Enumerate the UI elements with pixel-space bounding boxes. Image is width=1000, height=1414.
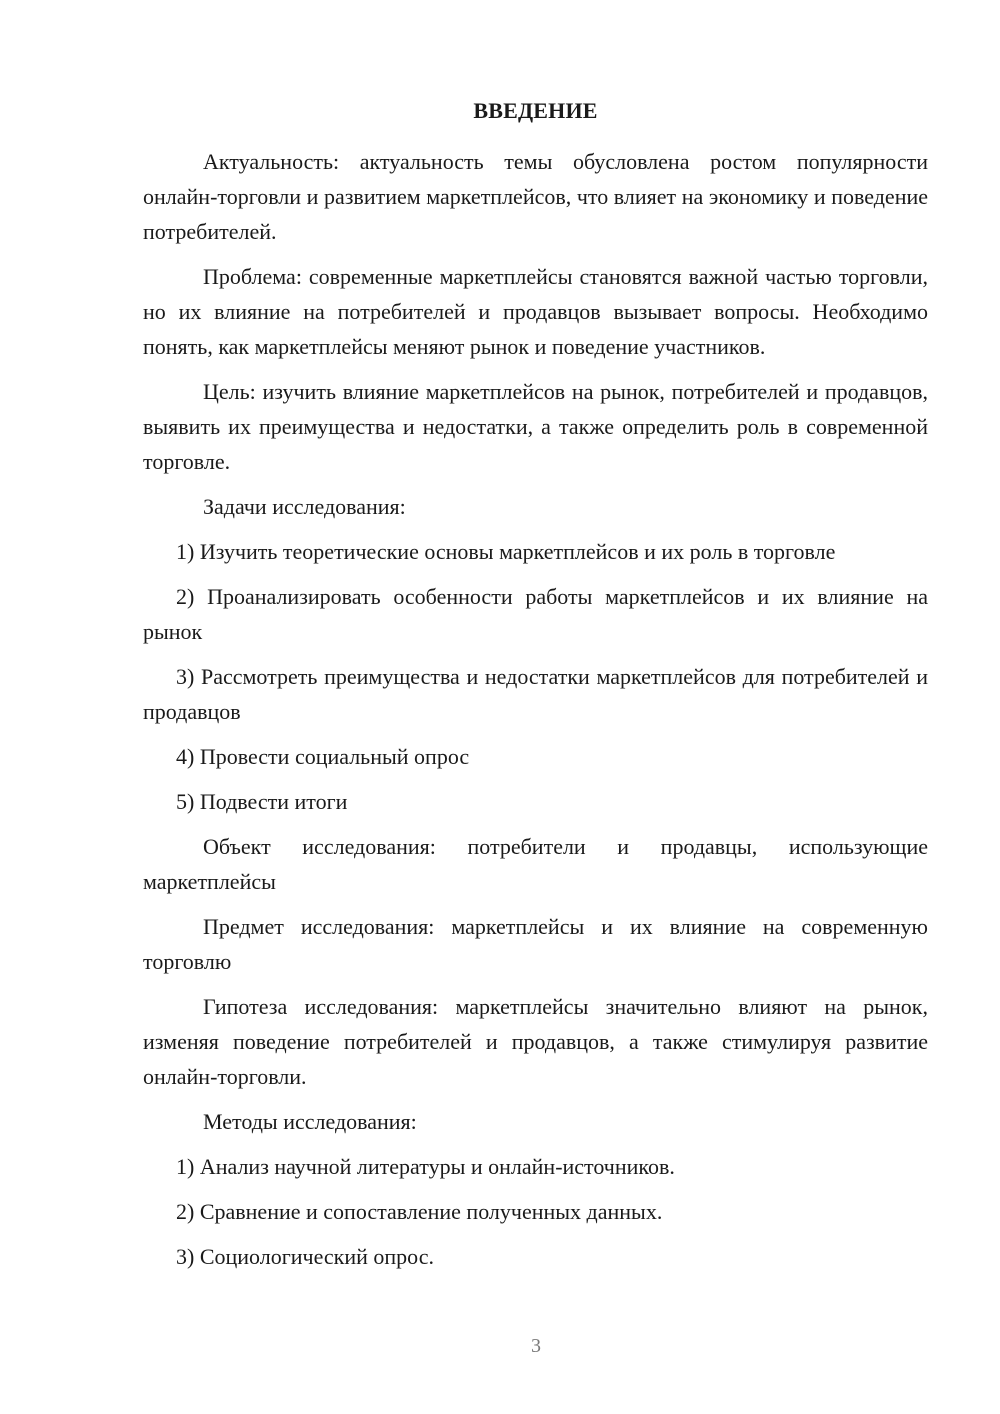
method-item-3: 3) Социологический опрос. (176, 1244, 434, 1269)
task-item-4: 4) Провести социальный опрос (176, 744, 470, 769)
task-item-2: 2) Проанализировать особенности работы маркетплейсов и их влияние на рынок (143, 584, 928, 644)
page-title: ВВЕДЕНИЕ (473, 98, 598, 123)
tasks-heading: Задачи исследования: (203, 494, 406, 519)
goal-paragraph: Цель: изучить влияние маркетплейсов на рынок, потребителей и продавцов, выявить их преимущества и недостатки, а также определить роль в современной торговле. (143, 379, 928, 474)
object-paragraph: Объект исследования: потребители и продавцы, использующие маркетплейсы (143, 834, 928, 894)
problem-paragraph: Проблема: современные маркетплейсы становятся важной частью торговли, но их влияние на потребителей и продавцов вызывает вопросы. Необходимо понять, как маркетплейсы меняют рынок и поведение участников. (143, 264, 928, 359)
page-number: 3 (531, 1335, 541, 1357)
method-item-1: 1) Анализ научной литературы и онлайн-источников. (176, 1154, 675, 1179)
task-item-1: 1) Изучить теоретические основы маркетплейсов и их роль в торговле (176, 539, 836, 564)
methods-heading: Методы исследования: (203, 1109, 417, 1134)
method-item-2: 2) Сравнение и сопоставление полученных данных. (176, 1199, 663, 1224)
subject-paragraph: Предмет исследования: маркетплейсы и их влияние на современную торговлю (143, 914, 928, 974)
hypothesis-paragraph: Гипотеза исследования: маркетплейсы значительно влияют на рынок, изменяя поведение потребителей и продавцов, а также стимулируя развитие онлайн-торговли. (143, 994, 928, 1089)
relevance-paragraph: Актуальность: актуальность темы обусловлена ростом популярности онлайн-торговли и развитием маркетплейсов, что влияет на экономику и поведение потребителей. (143, 149, 928, 244)
task-item-5: 5) Подвести итоги (176, 789, 348, 814)
page-content (143, 96, 928, 1284)
task-item-3: 3) Рассмотреть преимущества и недостатки маркетплейсов для потребителей и продавцов (143, 664, 928, 724)
